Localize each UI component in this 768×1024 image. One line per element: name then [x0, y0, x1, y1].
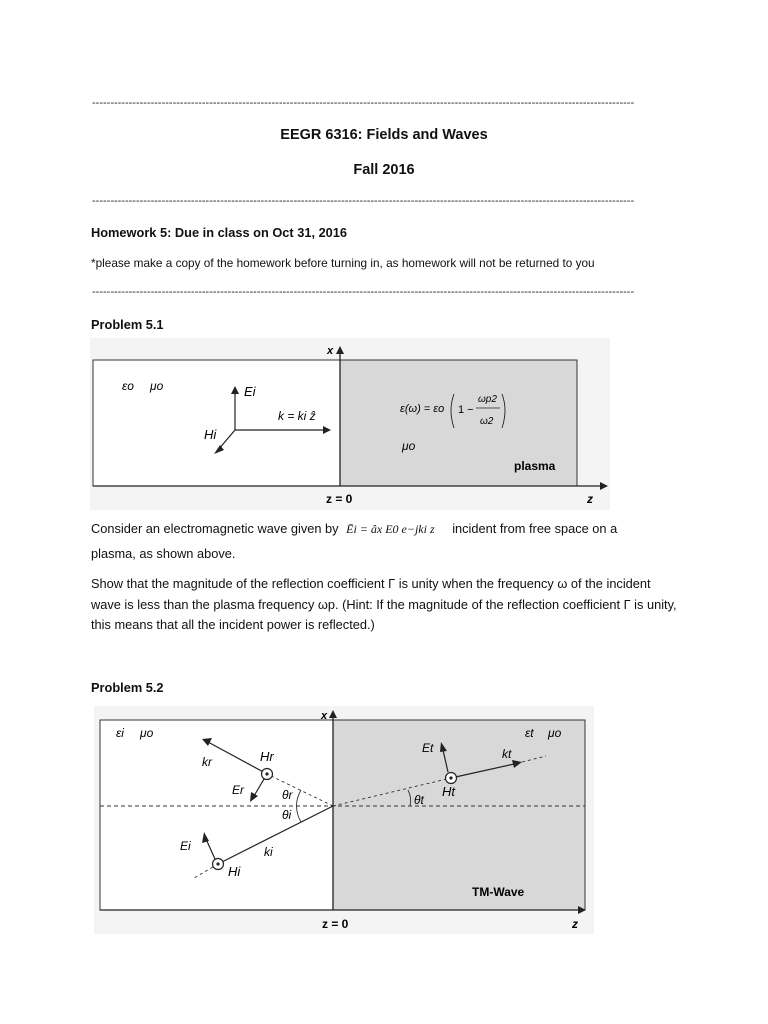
- homework-title: Homework 5: Due in class on Oct 31, 2016: [91, 225, 348, 240]
- x-axis-label: x: [321, 710, 328, 722]
- mu-o-left-label: μo: [140, 726, 154, 740]
- incident-wave-equation: Ēi = âx E0 e−jki z: [346, 522, 435, 536]
- k-equation-label: k = ki ẑ: [278, 409, 316, 423]
- plasma-region-label: plasma: [514, 459, 556, 473]
- one-minus-label: 1 −: [458, 404, 474, 416]
- e-t-label: Et: [422, 741, 434, 755]
- theta-r-label: θr: [282, 788, 293, 802]
- problem-5-1-text-line2: plasma, as shown above.: [91, 546, 236, 561]
- k-r-label: kr: [202, 755, 212, 769]
- omega-p-squared-label: ωp2: [478, 394, 497, 405]
- text-before-equation: Consider an electromagnetic wave given by: [91, 521, 339, 536]
- problem-5-1-figure: [90, 338, 610, 510]
- problem-5-1-question: Show that the magnitude of the reflection coefficient Γ is unity when the frequency ω of the incident wave is less than the plasma frequency ωp. (Hint: If the magnitude of the reflection coefficient Γ is unity, this means that all the incident power is reflected.): [91, 576, 677, 632]
- separator-line: ----------------------------------------------------------------------------------------------------------------------------------------------------: [92, 286, 635, 298]
- mu-o-plasma-label: μo: [402, 439, 416, 453]
- problem-5-2-heading: Problem 5.2: [91, 680, 164, 695]
- z-axis-label: z: [572, 917, 578, 931]
- z-zero-label: z = 0: [322, 917, 349, 931]
- separator-line: ----------------------------------------------------------------------------------------------------------------------------------------------------: [92, 195, 635, 207]
- mu-o-right-label: μo: [548, 726, 562, 740]
- eps-t-label: εt: [525, 726, 534, 740]
- eps-o-label: εo: [122, 379, 134, 393]
- text-after-equation: incident from free space on a: [452, 521, 618, 536]
- problem-5-1-heading: Problem 5.1: [91, 317, 164, 332]
- z-axis-label: z: [587, 492, 593, 506]
- homework-note: *please make a copy of the homework before turning in, as homework will not be returned to you: [91, 256, 595, 270]
- z-zero-label: z = 0: [326, 492, 353, 506]
- omega-squared-label: ω2: [480, 416, 494, 427]
- e-i-label: Ei: [244, 384, 256, 399]
- epsilon-formula-lhs: ε(ω) = εo: [400, 403, 445, 415]
- h-r-label: Hr: [260, 749, 274, 764]
- mu-o-label: μo: [150, 379, 164, 393]
- h-i-label: Hi: [228, 864, 241, 879]
- e-i-label: Ei: [180, 839, 191, 853]
- separator-line: ----------------------------------------------------------------------------------------------------------------------------------------------------: [92, 97, 635, 109]
- k-i-label: ki: [264, 845, 273, 859]
- tm-wave-region-label: TM-Wave: [472, 885, 525, 899]
- x-axis-label: x: [327, 345, 334, 357]
- course-title: EEGR 6316: Fields and Waves: [280, 127, 488, 143]
- theta-t-label: θt: [414, 793, 424, 807]
- h-t-label: Ht: [442, 784, 455, 799]
- problem-5-1-text-line1: [91, 519, 681, 540]
- term: Fall 2016: [353, 162, 415, 178]
- eps-i-label: εi: [116, 726, 124, 740]
- theta-i-label: θi: [282, 808, 292, 822]
- e-r-label: Er: [232, 783, 244, 797]
- h-i-label: Hi: [204, 427, 217, 442]
- problem-5-2-figure: [94, 706, 594, 934]
- k-t-label: kt: [502, 747, 512, 761]
